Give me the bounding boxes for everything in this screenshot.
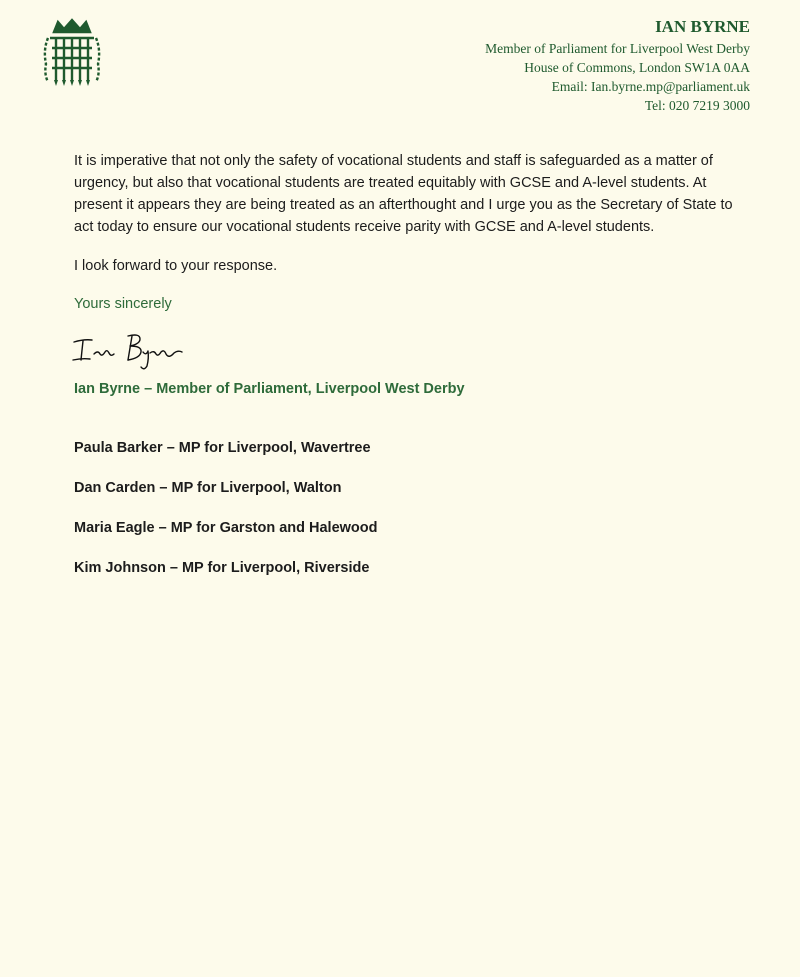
cosigner: Dan Carden – MP for Liverpool, Walton xyxy=(74,480,342,496)
cosigner: Kim Johnson – MP for Liverpool, Riverside xyxy=(74,560,370,576)
letterhead-tel: Tel: 020 7219 3000 xyxy=(644,98,750,113)
cosigner: Paula Barker – MP for Liverpool, Wavertree xyxy=(74,440,371,456)
letterhead-name: IAN BYRNE xyxy=(655,17,750,36)
body-paragraph-2: I look forward to your response. xyxy=(74,258,278,274)
body-paragraph-1: It is imperative that not only the safety of vocational students and staff is safeguarded as a matter of urgency, but also that vocational students are treated equitably with GCSE and A-level students. At present it appears they are being treated as an afterthought and I urge you as the Secretary of State to act today to ensure our vocational students receive parity with GCSE and A-level students. xyxy=(74,153,733,235)
signature-name: Ian Byrne – Member of Parliament, Liverpool West Derby xyxy=(74,381,465,397)
portcullis-icon xyxy=(40,18,104,90)
signature-image xyxy=(70,330,190,372)
letterhead-address: House of Commons, London SW1A 0AA xyxy=(524,60,750,75)
letterhead-email: Email: Ian.byrne.mp@parliament.uk xyxy=(551,79,750,94)
letterhead-role: Member of Parliament for Liverpool West Derby xyxy=(485,41,750,56)
cosigner: Maria Eagle – MP for Garston and Halewood xyxy=(74,520,378,536)
letterhead xyxy=(485,16,750,115)
cosigner-list xyxy=(74,437,378,597)
closing: Yours sincerely xyxy=(74,296,172,312)
